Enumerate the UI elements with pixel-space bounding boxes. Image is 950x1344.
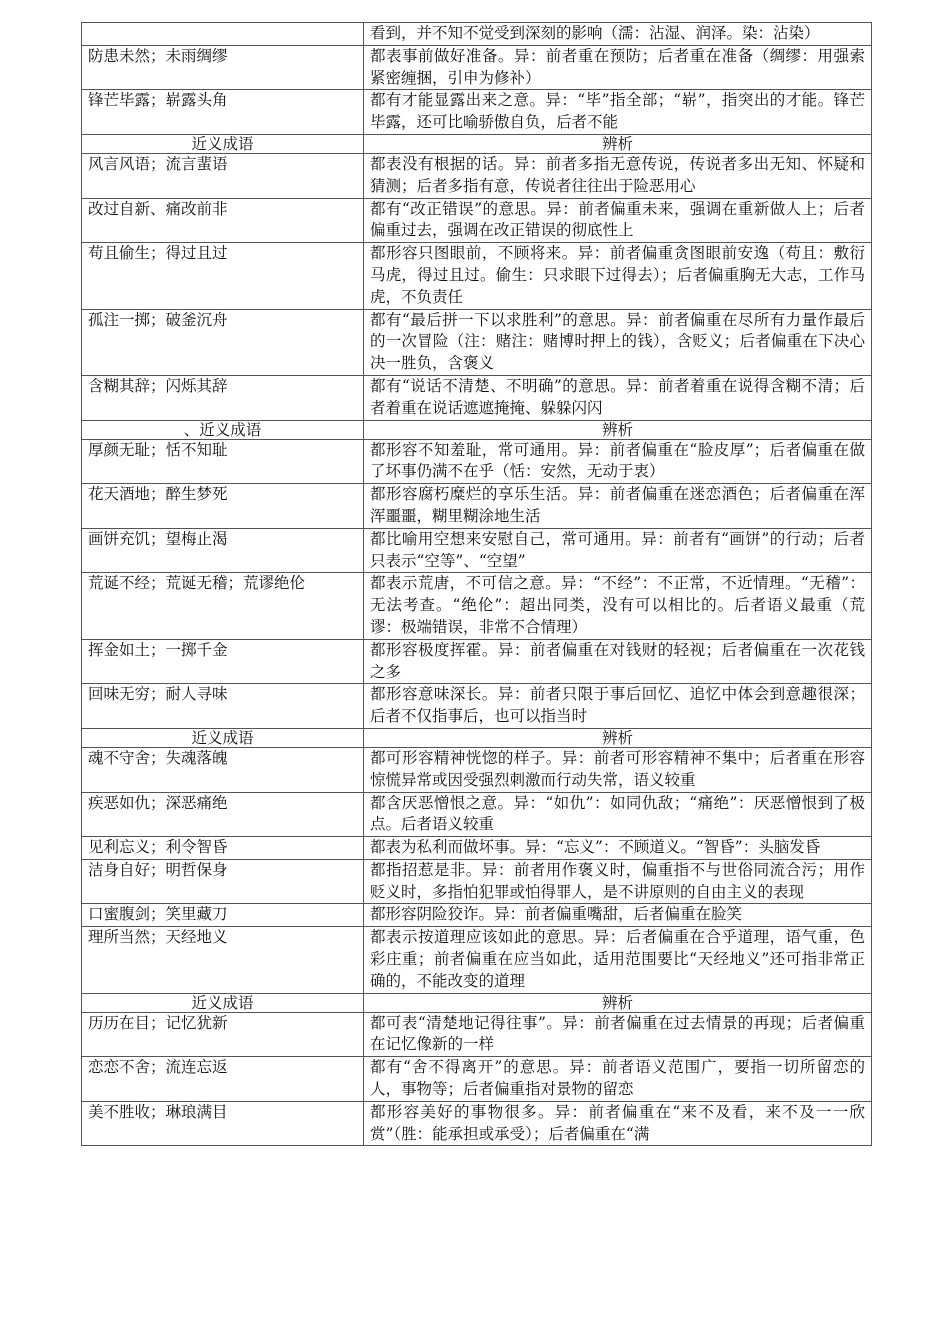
- table-row: [82, 375, 872, 420]
- idiom-cell: 口蜜腹剑；笑里藏刀: [82, 904, 364, 927]
- analysis-cell: 都表没有根据的话。异：前者多指无意传说，传说者多出无知、怀疑和猜测；后者多指有意，传说者往往出于险恶用心: [364, 153, 872, 198]
- analysis-cell: 都表为私利而做坏事。异：“忘义”：不顾道义。“智昏”：头脑发昏: [364, 837, 872, 860]
- analysis-cell: 都形容不知羞耻，常可通用。异：前者偏重在“脸皮厚”；后者偏重在做了坏事仍满不在乎（恬：安然，无动于衷）: [364, 439, 872, 484]
- table-row: [82, 198, 872, 243]
- idiom-cell: 风言风语；流言蜚语: [82, 153, 364, 198]
- idiom-cell: 恋恋不舍；流连忘返: [82, 1057, 364, 1102]
- table-row: [82, 153, 872, 198]
- header-idiom-cell: 近义成语: [82, 993, 364, 1012]
- header-idiom-cell: 近义成语: [82, 134, 364, 153]
- analysis-cell: 都有才能显露出来之意。异：“毕”指全部；“崭”，指突出的才能。锋芒毕露，还可比喻骄傲自负，后者不能: [364, 90, 872, 135]
- table-row: [82, 309, 872, 375]
- idiom-cell: 回味无穷；耐人寻味: [82, 684, 364, 729]
- idiom-cell: 见利忘义；利令智昏: [82, 837, 364, 860]
- analysis-cell: 都形容极度挥霍。异：前者偏重在对钱财的轻视；后者偏重在一次花钱之多: [364, 639, 872, 684]
- analysis-cell: 都形容腐朽糜烂的享乐生活。异：前者偏重在迷恋酒色；后者偏重在浑浑噩噩，糊里糊涂地生活: [364, 484, 872, 529]
- idiom-cell: 苟且偷生；得过且过: [82, 243, 364, 309]
- table-row: [82, 747, 872, 792]
- table-row: [82, 792, 872, 837]
- idiom-cell: 历历在目；记忆犹新: [82, 1012, 364, 1057]
- idiom-table: [81, 22, 872, 1146]
- table-row: [82, 484, 872, 529]
- idiom-cell: 改过自新、痛改前非: [82, 198, 364, 243]
- analysis-cell: 都形容意味深长。异：前者只限于事后回忆、追忆中体会到意趣很深；后者不仅指事后，也可以指当时: [364, 684, 872, 729]
- analysis-cell: 看到，并不知不觉受到深刻的影响（濡：沾湿、润泽。染：沾染）: [364, 23, 872, 46]
- table-row: [82, 684, 872, 729]
- analysis-cell: 都形容美好的事物很多。异：前者偏重在“来不及看，来不及一一欣赏”（胜：能承担或承受）；后者偏重在“满: [364, 1101, 872, 1146]
- analysis-cell: 都表示按道理应该如此的意思。异：后者偏重在合乎道理，语气重，色彩庄重；前者偏重在应当如此，适用范围要比“天经地义”还可指非常正确的，不能改变的道理: [364, 927, 872, 993]
- idiom-cell: 洁身自好；明哲保身: [82, 859, 364, 904]
- analysis-cell: 都表示荒唐，不可信之意。异：“不经”：不正常，不近情理。“无稽”：无法考查。“绝伦”：超出同类，没有可以相比的。后者语义最重（荒谬：极端错误，非常不合情理）: [364, 573, 872, 639]
- idiom-cell: 含糊其辞；闪烁其辞: [82, 375, 364, 420]
- table-row: [82, 859, 872, 904]
- table-row: [82, 927, 872, 993]
- table-row: [82, 528, 872, 573]
- idiom-cell: 花天酒地；醉生梦死: [82, 484, 364, 529]
- table-row: [82, 45, 872, 90]
- idiom-table-body: [82, 23, 872, 1146]
- idiom-cell: 理所当然；天经地义: [82, 927, 364, 993]
- idiom-cell: 孤注一掷；破釜沉舟: [82, 309, 364, 375]
- analysis-cell: 都指招惹是非。异：前者用作褒义时，偏重指不与世俗同流合污；用作贬义时，多指怕犯罪或怕得罪人，是不讲原则的自由主义的表现: [364, 859, 872, 904]
- table-row: [82, 573, 872, 639]
- analysis-cell: 都形容阴险狡诈。异：前者偏重嘴甜，后者偏重在脸笑: [364, 904, 872, 927]
- analysis-cell: 都形容只图眼前，不顾将来。异：前者偏重贪图眼前安逸（苟且：敷衍马虎，得过且过。偷生：只求眼下过得去）；后者偏重胸无大志，工作马虎，不负责任: [364, 243, 872, 309]
- idiom-cell: 挥金如土；一掷千金: [82, 639, 364, 684]
- table-header-row: [82, 993, 872, 1012]
- header-analysis-cell: 辨析: [364, 420, 872, 439]
- header-analysis-cell: 辨析: [364, 993, 872, 1012]
- analysis-cell: 都可形容精神恍惚的样子。异：前者可形容精神不集中；后者重在形容惊慌异常或因受强烈刺激而行动失常，语义较重: [364, 747, 872, 792]
- table-row: [82, 439, 872, 484]
- idiom-cell: 美不胜收；琳琅满目: [82, 1101, 364, 1146]
- document-page: [81, 22, 871, 1146]
- table-row: [82, 1101, 872, 1146]
- table-row: [82, 639, 872, 684]
- header-analysis-cell: 辨析: [364, 134, 872, 153]
- table-row: [82, 243, 872, 309]
- idiom-cell: 画饼充饥；望梅止渴: [82, 528, 364, 573]
- table-row: [82, 904, 872, 927]
- table-row: [82, 1057, 872, 1102]
- analysis-cell: 都有“舍不得离开”的意思。异：前者语义范围广，要指一切所留恋的人，事物等；后者偏重指对景物的留恋: [364, 1057, 872, 1102]
- analysis-cell: 都比喻用空想来安慰自己，常可通用。异：前者有“画饼”的行动；后者只表示“空等”、“空望”: [364, 528, 872, 573]
- idiom-cell: 魂不守舍；失魂落魄: [82, 747, 364, 792]
- table-header-row: [82, 134, 872, 153]
- table-row: [82, 90, 872, 135]
- analysis-cell: 都可表“清楚地记得往事”。异：前者偏重在过去情景的再现；后者偏重在记忆像新的一样: [364, 1012, 872, 1057]
- idiom-cell: 疾恶如仇；深恶痛绝: [82, 792, 364, 837]
- analysis-cell: 都有“改正错误”的意思。异：前者偏重未来，强调在重新做人上；后者偏重过去，强调在改正错误的彻底性上: [364, 198, 872, 243]
- table-header-row: [82, 728, 872, 747]
- header-idiom-cell: 、近义成语: [82, 420, 364, 439]
- table-header-row: [82, 420, 872, 439]
- idiom-cell: [82, 23, 364, 46]
- analysis-cell: 都表事前做好准备。异：前者重在预防；后者重在准备（绸缪：用强索紧密缠捆，引申为修补）: [364, 45, 872, 90]
- analysis-cell: 都有“说话不清楚、不明确”的意思。异：前者着重在说得含糊不清；后者着重在说话遮遮掩掩、躲躲闪闪: [364, 375, 872, 420]
- idiom-cell: 防患未然；未雨绸缪: [82, 45, 364, 90]
- analysis-cell: 都含厌恶憎恨之意。异：“如仇”：如同仇敌；“痛绝”：厌恶憎恨到了极点。后者语义较重: [364, 792, 872, 837]
- header-analysis-cell: 辨析: [364, 728, 872, 747]
- table-row: [82, 1012, 872, 1057]
- idiom-cell: 锋芒毕露；崭露头角: [82, 90, 364, 135]
- idiom-cell: 荒诞不经；荒诞无稽；荒谬绝伦: [82, 573, 364, 639]
- idiom-cell: 厚颜无耻；恬不知耻: [82, 439, 364, 484]
- table-row: [82, 23, 872, 46]
- header-idiom-cell: 近义成语: [82, 728, 364, 747]
- analysis-cell: 都有“最后拼一下以求胜利”的意思。异：前者偏重在尽所有力量作最后的一次冒险（注：赌注：赌博时押上的钱），含贬义；后者偏重在下决心决一胜负，含褒义: [364, 309, 872, 375]
- table-row: [82, 837, 872, 860]
